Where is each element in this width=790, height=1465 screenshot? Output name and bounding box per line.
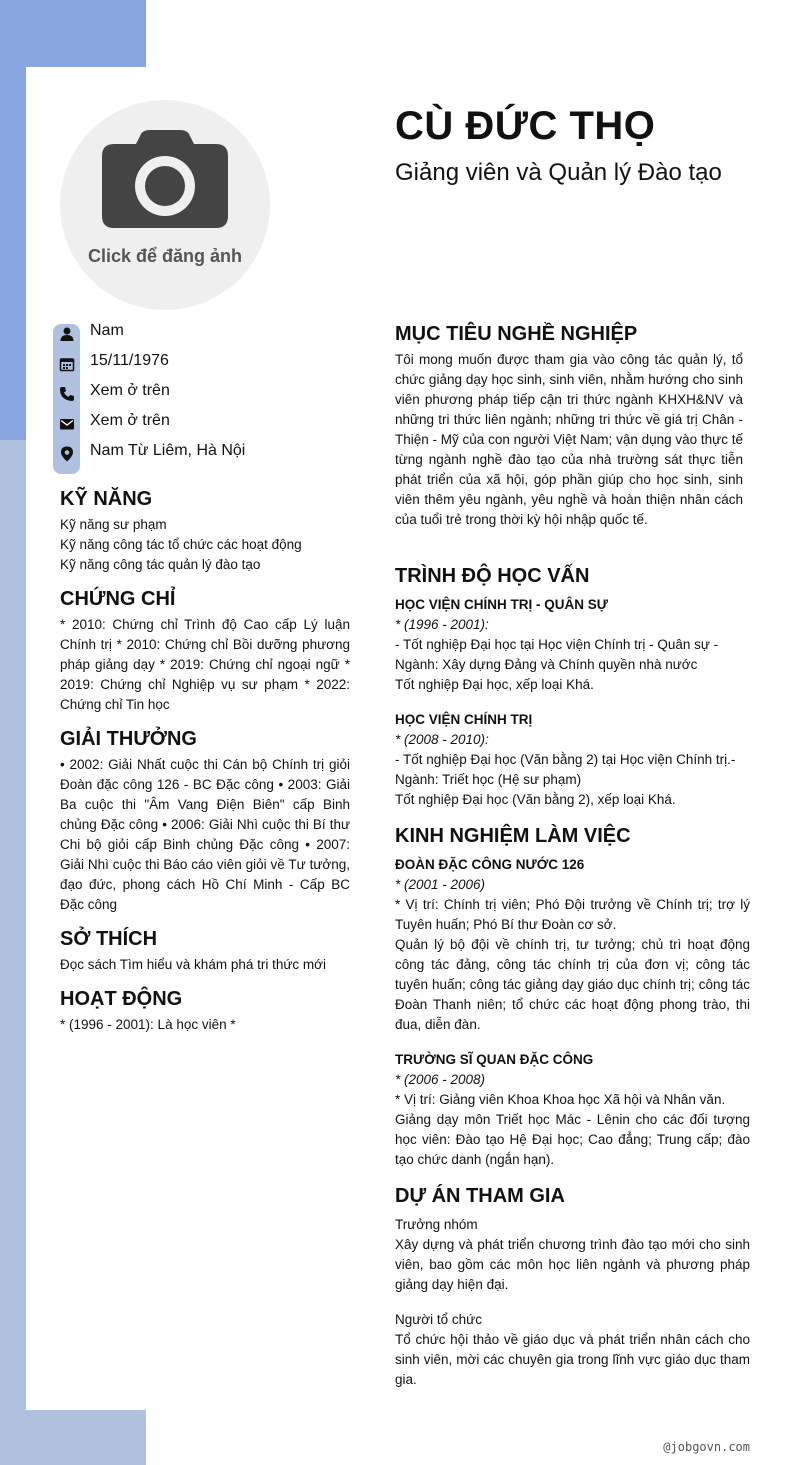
experience-description: Giảng dạy môn Triết học Mác - Lênin cho các đối tượng học viên: Đào tạo Hệ Đại học; Cao đẳng; Trung cấp; đào tạo chức danh (ngắn hạn).	[395, 1112, 750, 1167]
project-role: Người tổ chức	[395, 1312, 482, 1327]
skills-title: KỸ NĂNG	[60, 488, 153, 510]
education-title: TRÌNH ĐỘ HỌC VẤN	[395, 565, 590, 587]
experience-title: KINH NGHIỆM LÀM VIỆC	[395, 825, 631, 847]
education-detail: Ngành: Triết học (Hệ sư phạm)	[395, 772, 582, 787]
project-description: Tổ chức hội thảo về giáo dục và phát triển nhân cách cho sinh viên, mời các chuyên gia trong lĩnh vực giáo dục tham gia.	[395, 1332, 750, 1387]
education-item	[395, 595, 755, 695]
school-name: HỌC VIỆN CHÍNH TRỊ - QUÂN SỰ	[395, 597, 608, 612]
skills-list	[60, 515, 350, 575]
user-icon	[59, 326, 75, 342]
hobbies-text: Đọc sách Tìm hiểu và khám phá tri thức mới	[60, 957, 326, 972]
project-role: Trưởng nhóm	[395, 1217, 478, 1232]
certificates-title: CHỨNG CHỈ	[60, 588, 176, 610]
phone-icon	[59, 386, 75, 402]
contact-address	[53, 440, 353, 470]
contact-birthdate	[53, 350, 353, 380]
company-name: ĐOÀN ĐẶC CÔNG NƯỚC 126	[395, 857, 585, 872]
full-name: CÙ ĐỨC THỌ	[395, 104, 656, 148]
education-detail: Tốt nghiệp Đại học (Văn bằng 2), xếp loại Khá.	[395, 792, 676, 807]
photo-upload[interactable]	[60, 100, 270, 310]
job-title: Giảng viên và Quản lý Đào tạo	[395, 159, 722, 186]
experience-position: * Vị trí: Giảng viên Khoa Khoa học Xã hội và Nhân văn.	[395, 1092, 726, 1107]
watermark: @jobgovn.com	[663, 1440, 750, 1454]
experience-item	[395, 855, 750, 1035]
education-item	[395, 710, 755, 810]
education-detail: - Tốt nghiệp Đại học tại Học viện Chính trị - Quân sự -	[395, 637, 719, 652]
awards-title: GIẢI THƯỞNG	[60, 728, 197, 750]
education-detail: Ngành: Xây dựng Đảng và Chính quyền nhà nước	[395, 657, 698, 672]
gender-value: Nam	[90, 322, 124, 339]
project-description: Xây dựng và phát triển chương trình đào tạo mới cho sinh viên, bao gồm các môn học liên ngành và phương pháp giảng dạy hiện đại.	[395, 1237, 750, 1292]
experience-position: * Vị trí: Chính trị viên; Phó Đội trưởng về Chính trị; trợ lý Tuyên huấn; Phó Bí thư Đoàn cơ sở.	[395, 897, 750, 932]
objective-title: MỤC TIÊU NGHỀ NGHIỆP	[395, 323, 638, 345]
education-detail: Tốt nghiệp Đại học, xếp loại Khá.	[395, 677, 594, 692]
calendar-icon	[59, 356, 75, 372]
camera-icon	[102, 130, 228, 228]
phone-value[interactable]: Xem ở trên	[90, 382, 170, 399]
contact-phone	[53, 380, 353, 410]
skill-item: Kỹ năng công tác tổ chức các hoạt động	[60, 537, 302, 552]
skill-item: Kỹ năng sư phạm	[60, 517, 167, 532]
skill-item: Kỹ năng công tác quản lý đào tạo	[60, 557, 261, 572]
location-icon	[59, 446, 75, 462]
experience-description: Quản lý bộ đội về chính trị, tư tưởng; chủ trì hoạt động công tác đảng, công tác chính trị của đơn vị; công tác tuyên huấn; công tác giảng dạy giáo dục chính trị; công tác Đoàn Thanh niên; tổ chức các hoạt động phong trào, thi đua, diễn đàn.	[395, 937, 750, 1032]
experience-period: * (2006 - 2008)	[395, 1072, 486, 1087]
education-period: * (1996 - 2001):	[395, 617, 489, 632]
contact-email	[53, 410, 353, 440]
birthdate-value: 15/11/1976	[90, 352, 169, 369]
education-detail: - Tốt nghiệp Đại học (Văn bằng 2) tại Học viện Chính trị.-	[395, 752, 736, 767]
contact-gender	[53, 320, 353, 350]
projects-title: DỰ ÁN THAM GIA	[395, 1185, 565, 1207]
objective-text: Tôi mong muốn được tham gia vào công tác quản lý, tổ chức giảng dạy học sinh, sinh viên, nhằm hướng cho sinh viên phương pháp tiếp cận tri thức ngành KHXH&NV và những tri thức liên ngành; những tri thức về giá trị Chân - Thiện - Mỹ của con người Việt Nam; vận dụng vào thực tế từng ngành nghề đào tạo của nhà trường sát thực tiễn phát triển của xã hội, góp phần giúp cho học sinh, sinh viên thêm yêu ngành, yêu nghề và hoàn thiện nhân cách của tuổi trẻ trong thời kỳ hội nhập quốc tế.	[395, 352, 743, 527]
email-value[interactable]: Xem ở trên	[90, 412, 170, 429]
project-item	[395, 1215, 750, 1295]
project-item	[395, 1310, 750, 1390]
experience-item	[395, 1050, 750, 1170]
certificates-text: * 2010: Chứng chỉ Trình độ Cao cấp Lý luận Chính trị * 2010: Chứng chỉ Bồi dưỡng phương pháp giảng dạy * 2019: Chứng chỉ ngoại ngữ * 2019: Chứng chỉ Nghiệp vụ sư phạm * 2022: Chứng chỉ Tin học	[60, 617, 350, 712]
school-name: HỌC VIỆN CHÍNH TRỊ	[395, 712, 533, 727]
mail-icon	[59, 416, 75, 432]
education-period: * (2008 - 2010):	[395, 732, 489, 747]
company-name: TRƯỜNG SĨ QUAN ĐẶC CÔNG	[395, 1052, 594, 1067]
awards-text: • 2002: Giải Nhất cuộc thi Cán bộ Chính trị giỏi Đoàn đặc công 126 - BC Đặc công • 2003: Giải Ba cuộc thi "Âm Vang Điện Biên" cấp Binh chủng Đặc công • 2006: Giải Nhì cuộc thi Bí thư Chi bộ giỏi cấp Binh chủng Đặc công • 2007: Giải Nhì cuộc thi Báo cáo viên giỏi về Tư tưởng, đạo đức, phong cách Hồ Chí Minh - Cấp BC Đặc công	[60, 757, 350, 912]
photo-upload-label: Click để đăng ảnh	[87, 246, 243, 266]
activities-title: HOẠT ĐỘNG	[60, 988, 183, 1010]
experience-period: * (2001 - 2006)	[395, 877, 486, 892]
address-value: Nam Từ Liêm, Hà Nội	[90, 442, 246, 459]
hobbies-title: SỞ THÍCH	[60, 928, 158, 950]
activities-text: * (1996 - 2001): Là học viên *	[60, 1017, 236, 1032]
